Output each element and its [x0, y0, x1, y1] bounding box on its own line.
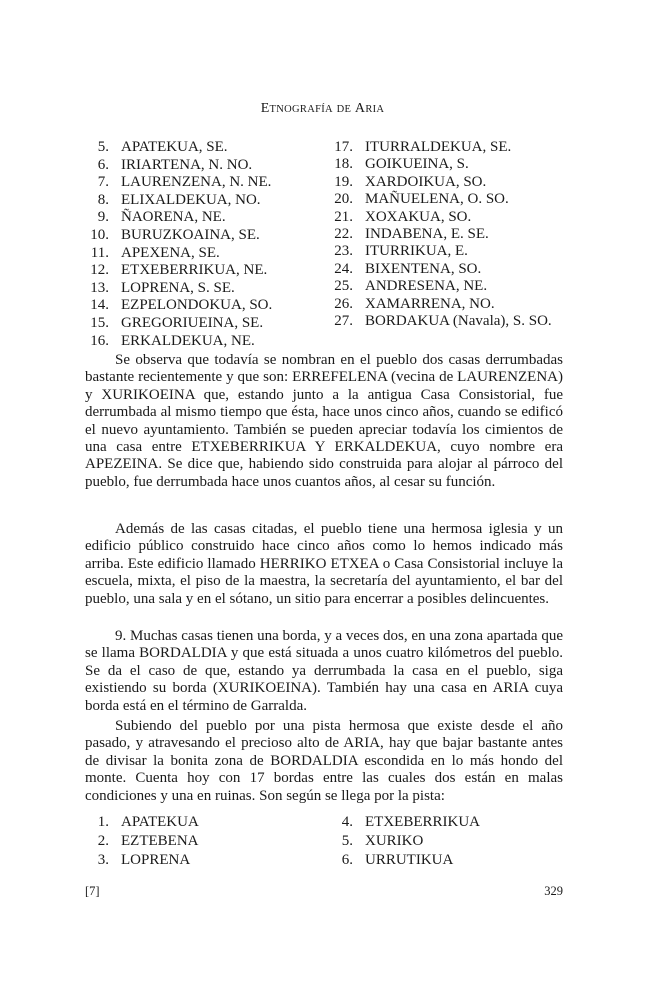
house-item-number: 18. [334, 156, 353, 173]
house-item [85, 245, 272, 263]
house-item [85, 157, 272, 175]
borda-item-name: URRUTIKUA [365, 852, 454, 868]
paragraph-4-text: Subiendo del pueblo por una pista hermosa que existe desde el año pasado, y atravesando el precioso alto de ARIA, hay que bajar bastante antes de divisar la bonita zona de BORDALDIA escondida en lo más hondo del monte. Cuenta hoy con 17 bordas entre las cuales dos están en malas condiciones y una en ruinas. Son según se llega por la pista: [85, 718, 563, 804]
house-item [85, 297, 272, 315]
header-initial-3: A [354, 101, 366, 116]
house-item [329, 226, 552, 243]
house-item-number: 24. [334, 260, 353, 277]
running-header [0, 100, 645, 117]
house-item-name: ANDRESENA, NE. [365, 278, 488, 295]
house-item-name: BURUZKOAINA, SE. [121, 226, 260, 243]
house-item-number: 12. [90, 262, 109, 279]
house-item-name: LOPRENA, S. SE. [121, 279, 235, 296]
borda-item [85, 832, 199, 851]
house-item-name: APATEKUA, SE. [121, 139, 228, 155]
house-item-name: GREGORIUEINA, SE. [121, 314, 264, 331]
house-item-number: 15. [90, 314, 109, 331]
house-item-name: XOXAKUA, SO. [365, 208, 472, 225]
house-item [329, 191, 552, 208]
borda-item-name: ETXEBERRIKUA [365, 814, 480, 830]
house-item-number: 11. [90, 244, 109, 261]
house-item-name: EZPELONDOKUA, SO. [121, 297, 273, 314]
house-item-name: ITURRALDEKUA, SE. [365, 139, 512, 155]
borda-item [329, 813, 480, 832]
house-item-number: 27. [334, 313, 353, 330]
house-item [85, 139, 272, 157]
house-item-number: 23. [334, 243, 353, 260]
borda-item-number: 3. [97, 852, 109, 868]
house-item [85, 227, 272, 245]
house-list-left [85, 139, 272, 350]
house-item-number: 8. [97, 191, 109, 208]
house-item-name: BORDAKUA (Navala), S. SO. [365, 313, 552, 330]
borda-item [85, 813, 199, 832]
house-item-name: LAURENZENA, N. NE. [121, 174, 272, 191]
house-item-name: ETXEBERRIKUA, NE. [121, 262, 268, 279]
house-item-number: 5. [97, 139, 109, 155]
house-item-name: GOIKUEINA, S. [365, 156, 469, 173]
paragraph-2 [85, 521, 563, 608]
house-item-name: ERKALDEKUA, NE. [121, 332, 255, 349]
house-item [85, 280, 272, 298]
borda-item-number: 6. [341, 852, 353, 868]
header-word-2: DE [336, 104, 352, 115]
borda-item-name: XURIKO [365, 833, 424, 849]
house-item-number: 14. [90, 297, 109, 314]
house-item-name: XARDOIKUA, SO. [365, 173, 487, 190]
house-item-name: ITURRIKUA, E. [365, 243, 468, 260]
house-item [329, 156, 552, 173]
borda-item [85, 851, 199, 870]
house-item-name: ELIXALDEKUA, NO. [121, 191, 261, 208]
house-item [85, 262, 272, 280]
house-item-number: 20. [334, 191, 353, 208]
borda-item-name: LOPRENA [121, 852, 191, 868]
house-item-number: 26. [334, 295, 353, 312]
paragraph-1 [85, 352, 563, 491]
house-item [329, 278, 552, 295]
house-item [329, 296, 552, 313]
house-item-name: MAÑUELENA, O. SO. [365, 191, 509, 208]
house-item [329, 243, 552, 260]
borda-item-number: 5. [341, 833, 353, 849]
borda-item [329, 851, 480, 870]
borda-item-number: 1. [97, 814, 109, 830]
borda-item [329, 832, 480, 851]
house-item [329, 313, 552, 330]
borda-list-left [85, 813, 199, 870]
header-word-1: TNOGRAFÍA [269, 104, 333, 115]
house-item-name: APEXENA, SE. [121, 244, 220, 261]
house-item [329, 209, 552, 226]
borda-item-number: 2. [97, 833, 109, 849]
house-item-number: 9. [97, 209, 109, 226]
header-initial-1: E [260, 101, 270, 116]
house-item [85, 192, 272, 210]
house-item [85, 174, 272, 192]
house-item-name: IRIARTENA, N. NO. [121, 156, 253, 173]
house-item-number: 13. [90, 279, 109, 296]
paragraph-4 [85, 718, 563, 805]
house-item-number: 21. [334, 208, 353, 225]
borda-item-name: APATEKUA [121, 814, 199, 830]
house-list-right [329, 139, 552, 330]
header-word-3: RIA [365, 104, 385, 115]
house-item-number: 17. [334, 139, 353, 155]
house-item [329, 261, 552, 278]
house-item [329, 174, 552, 191]
house-item-number: 22. [334, 226, 353, 243]
paragraph-1-text: Se observa que todavía se nombran en el pueblo dos casas derrumbadas bastante recientemente y que son: ERREFELENA (vecina de LAURENZENA) y XURIKOEINA que, estando junto a la antigua Casa Consistorial, fue derrumbada al mismo tiempo que ésta, hace unos cinco años, cuando se edificó el nuevo ayuntamiento. También se pueden apreciar todavía los cimientos de una casa entre ETXEBERRIKUA Y ERKALDEKUA, cuyo nombre era APEZEINA. Se dice que, habiendo sido construida para alojar al párroco del pueblo, fue derrumbada hace unos cuantos años, al cesar su función. [85, 352, 563, 490]
house-item-name: BIXENTENA, SO. [365, 260, 482, 277]
borda-item-name: EZTEBENA [121, 833, 199, 849]
house-item-name: ÑAORENA, NE. [121, 209, 226, 226]
house-item-number: 6. [97, 156, 109, 173]
house-item-number: 25. [334, 278, 353, 295]
house-item-number: 10. [90, 226, 109, 243]
house-item [329, 139, 552, 156]
paragraph-2-text: Además de las casas citadas, el pueblo tiene una hermosa iglesia y un edificio público construido hace cinco años como lo hemos indicado más arriba. Este edificio llamado HERRIKO ETXEA o Casa Consistorial incluye la escuela, mixta, el piso de la maestra, la secretaría del ayuntamiento, el bar del pueblo, una sala y en el sótano, un sitio para encerrar a posibles delincuentes. [85, 521, 563, 607]
house-item [85, 333, 272, 351]
house-item [85, 315, 272, 333]
house-item-number: 19. [334, 173, 353, 190]
house-item-name: XAMARRENA, NO. [365, 295, 495, 312]
house-item-number: 16. [90, 332, 109, 349]
paragraph-3-text: 9. Muchas casas tienen una borda, y a veces dos, en una zona apartada que se llama BORDALDIA y que está situada a unos cuatro kilómetros del pueblo. Se da el caso de que, estando ya derrumbada la casa en el pueblo, siga existiendo su borda (XURIKOEINA). También hay una casa en ARIA cuya borda está en el término de Garralda. [85, 628, 563, 714]
house-item-name: INDABENA, E. SE. [365, 226, 489, 243]
footer-chapter-number: [7] [85, 884, 100, 898]
paragraph-3 [85, 628, 563, 715]
borda-list-right [329, 813, 480, 870]
footer-page-number: 329 [544, 884, 563, 898]
house-item [85, 209, 272, 227]
house-item-number: 7. [97, 174, 109, 191]
borda-item-number: 4. [341, 814, 353, 830]
